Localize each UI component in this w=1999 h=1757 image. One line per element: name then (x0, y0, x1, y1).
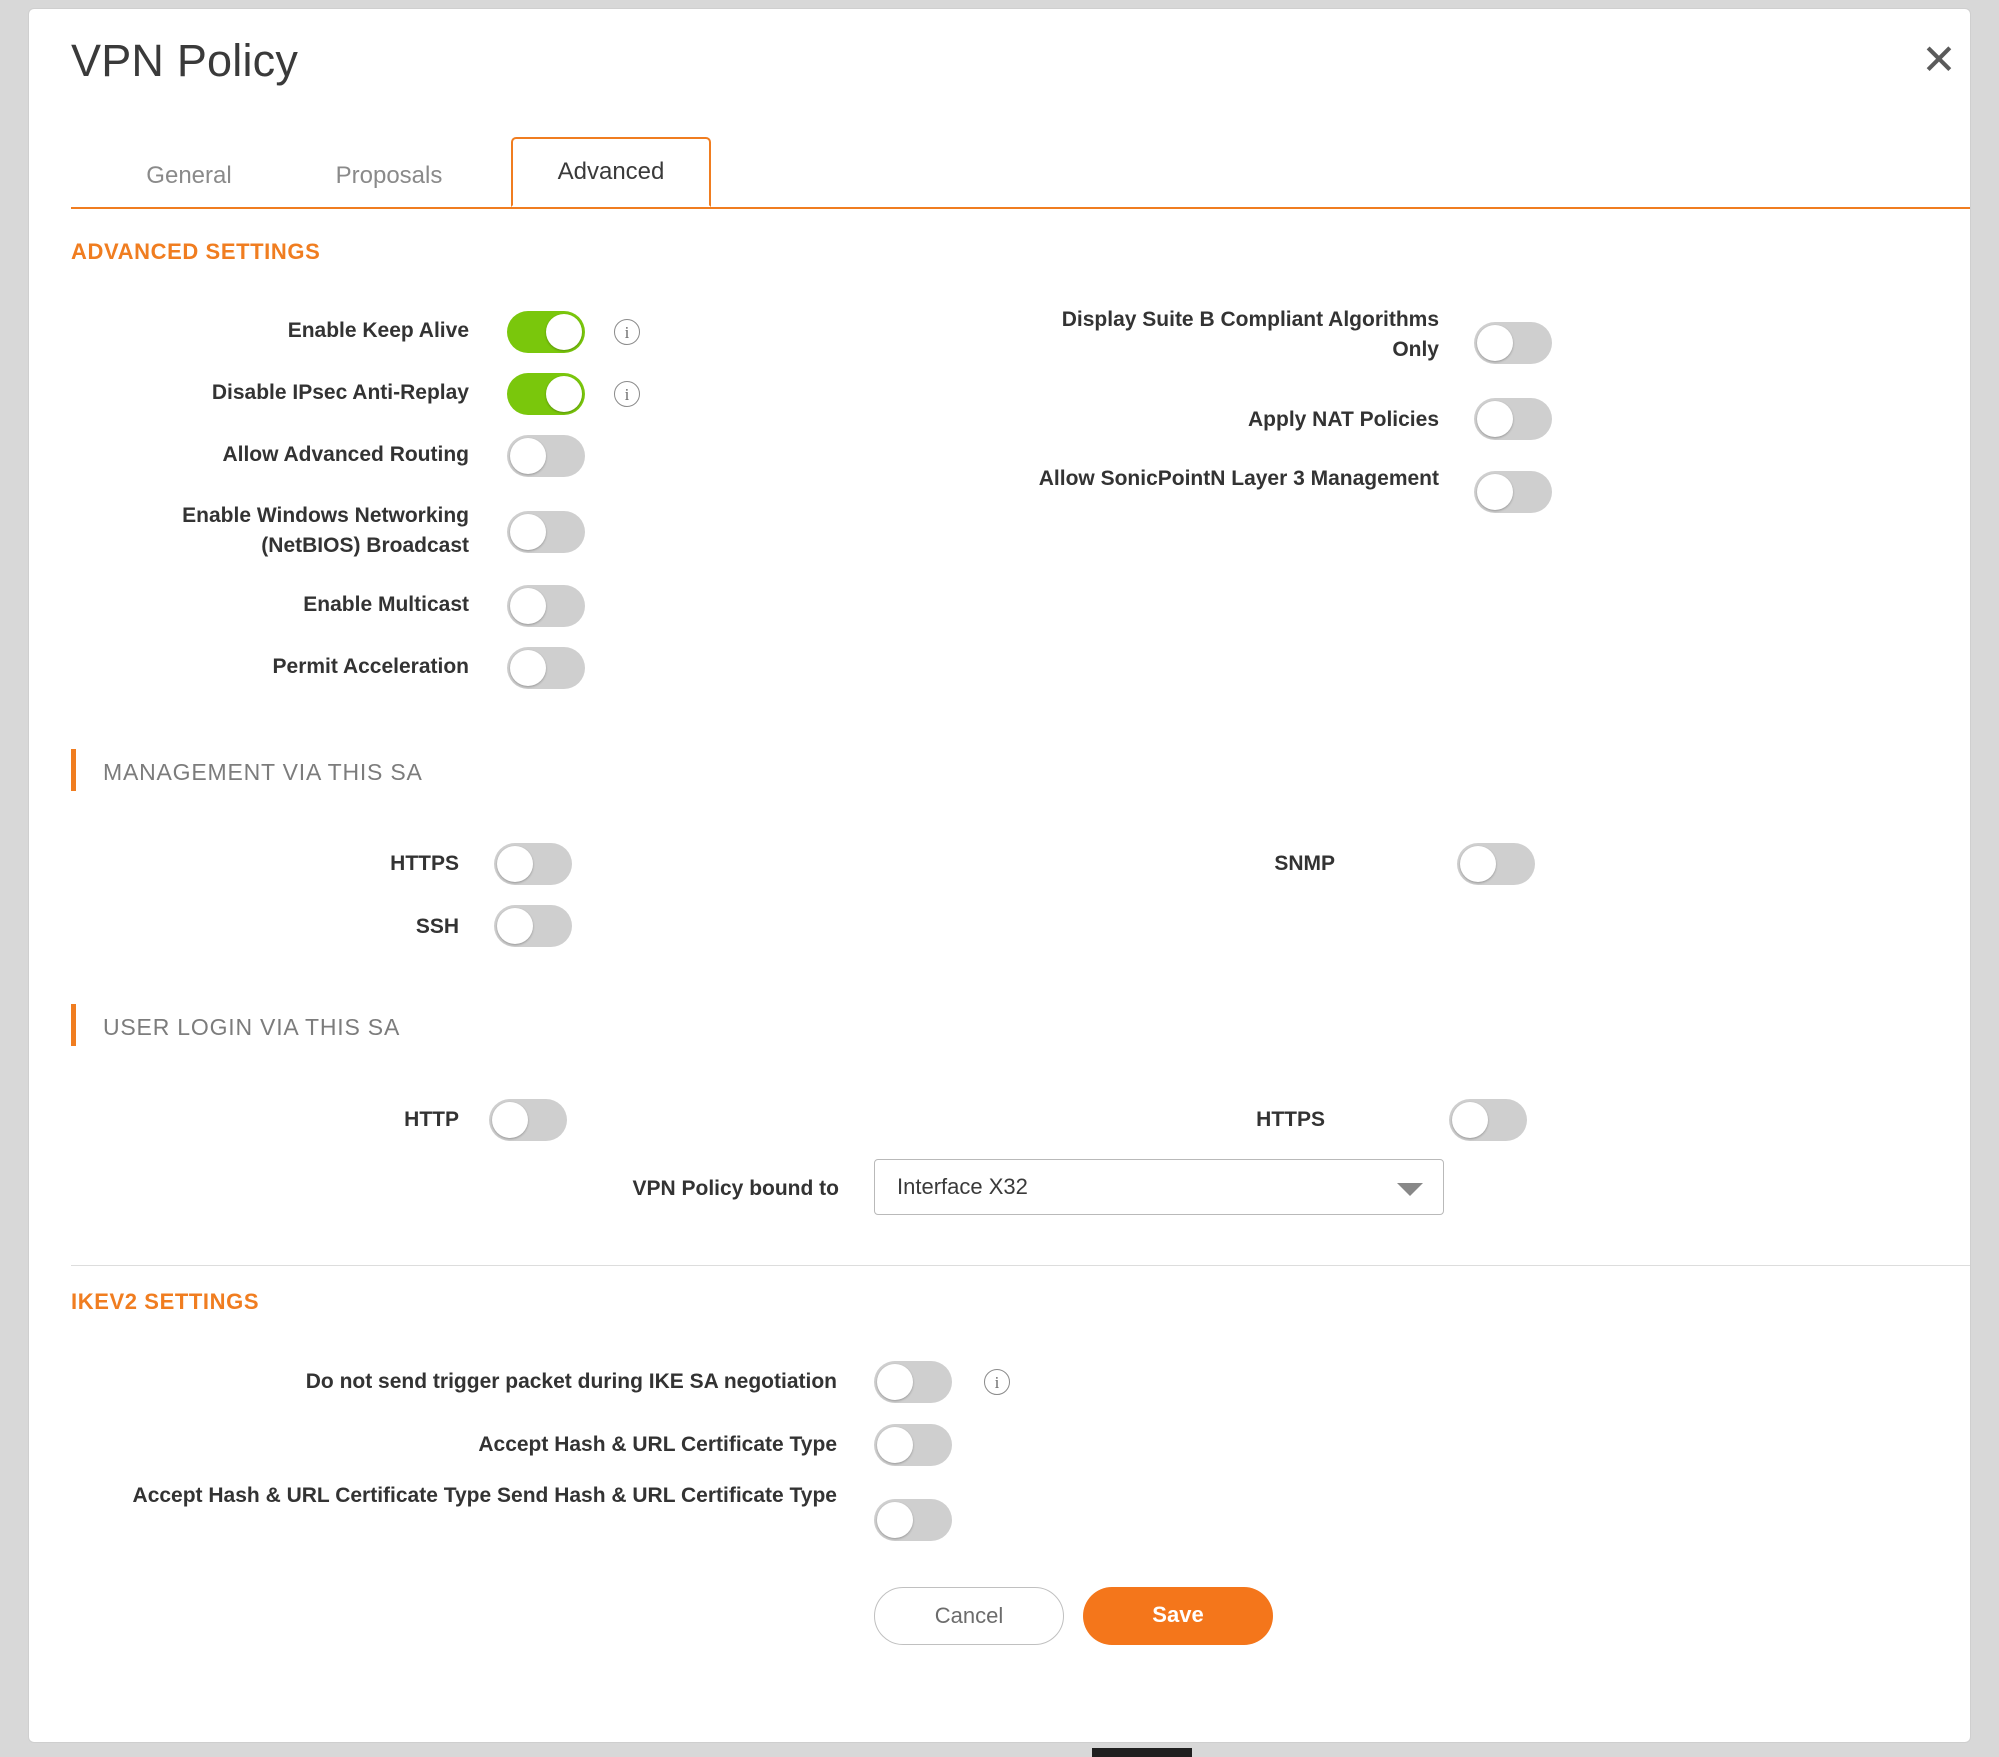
toggle-send-hash-url-certificate-type[interactable] (874, 1499, 952, 1541)
tab-bar (71, 149, 1971, 209)
label-user-login-https: HTTPS (1256, 1108, 1325, 1131)
toggle-enable-keep-alive[interactable] (507, 311, 585, 353)
toggle-user-login-https[interactable] (1449, 1099, 1527, 1141)
label-send-hash-url-certificate-type: Accept Hash & URL Certificate Type Send Hash & URL Certificate Type (132, 1484, 837, 1507)
label-management-ssh: SSH (415, 915, 459, 938)
info-icon[interactable]: i (984, 1369, 1010, 1395)
toggle-allow-sonicpointn-l3-management[interactable] (1474, 471, 1552, 513)
page-title: VPN Policy (71, 35, 299, 86)
label-disable-ipsec-anti-replay: Disable IPsec Anti-Replay (211, 381, 469, 404)
info-icon[interactable]: i (614, 319, 640, 345)
ikev2-settings-heading: IKEV2 SETTINGS (71, 1289, 260, 1314)
toggle-management-snmp[interactable] (1457, 843, 1535, 885)
tab-general[interactable]: General (146, 162, 232, 189)
toggle-display-suite-b[interactable] (1474, 322, 1552, 364)
close-icon[interactable]: ✕ (1921, 35, 1957, 84)
toggle-disable-ipsec-anti-replay[interactable] (507, 373, 585, 415)
section-accent-bar (71, 1004, 76, 1046)
info-icon[interactable]: i (614, 381, 640, 407)
vpn-policy-bound-to-select[interactable] (874, 1159, 1444, 1215)
label-enable-keep-alive: Enable Keep Alive (287, 319, 469, 342)
label-display-suite-b: Display Suite B Compliant Algorithms Only (1061, 308, 1439, 361)
management-via-sa-heading: MANAGEMENT VIA THIS SA (103, 759, 423, 785)
label-user-login-http: HTTP (404, 1108, 459, 1131)
taskbar-indicator (1092, 1748, 1192, 1757)
toggle-permit-acceleration[interactable] (507, 647, 585, 689)
toggle-accept-hash-url-certificate-type[interactable] (874, 1424, 952, 1466)
advanced-settings-heading: ADVANCED SETTINGS (71, 239, 321, 264)
label-accept-hash-url-certificate-type: Accept Hash & URL Certificate Type (478, 1433, 837, 1456)
label-do-not-send-trigger-packet: Do not send trigger packet during IKE SA negotiation (305, 1370, 837, 1393)
tab-advanced[interactable]: Advanced (511, 137, 711, 207)
toggle-management-ssh[interactable] (494, 905, 572, 947)
label-management-https: HTTPS (390, 852, 459, 875)
label-permit-acceleration: Permit Acceleration (272, 655, 469, 678)
label-enable-netbios-broadcast: Enable Windows Networking (NetBIOS) Broadcast (182, 504, 469, 557)
section-accent-bar (71, 749, 76, 791)
toggle-user-login-http[interactable] (489, 1099, 567, 1141)
label-management-snmp: SNMP (1274, 852, 1335, 875)
save-button[interactable]: Save (1083, 1587, 1273, 1645)
label-allow-sonicpointn-l3-management: Allow SonicPointN Layer 3 Management (1038, 467, 1439, 490)
user-login-via-sa-heading: USER LOGIN VIA THIS SA (103, 1014, 401, 1040)
toggle-allow-advanced-routing[interactable] (507, 435, 585, 477)
label-enable-multicast: Enable Multicast (303, 593, 469, 616)
label-vpn-policy-bound-to: VPN Policy bound to (632, 1177, 839, 1200)
divider (71, 1265, 1971, 1266)
toggle-enable-multicast[interactable] (507, 585, 585, 627)
toggle-do-not-send-trigger-packet[interactable] (874, 1361, 952, 1403)
tab-proposals[interactable]: Proposals (335, 162, 443, 189)
label-apply-nat-policies: Apply NAT Policies (1248, 408, 1439, 431)
vpn-policy-dialog (28, 8, 1971, 1743)
vpn-policy-bound-to-value: Interface X32 (897, 1174, 1028, 1199)
label-allow-advanced-routing: Allow Advanced Routing (222, 443, 469, 466)
cancel-button[interactable]: Cancel (874, 1587, 1064, 1645)
toggle-apply-nat-policies[interactable] (1474, 398, 1552, 440)
toggle-enable-netbios-broadcast[interactable] (507, 511, 585, 553)
chevron-down-icon (1397, 1183, 1423, 1196)
toggle-management-https[interactable] (494, 843, 572, 885)
